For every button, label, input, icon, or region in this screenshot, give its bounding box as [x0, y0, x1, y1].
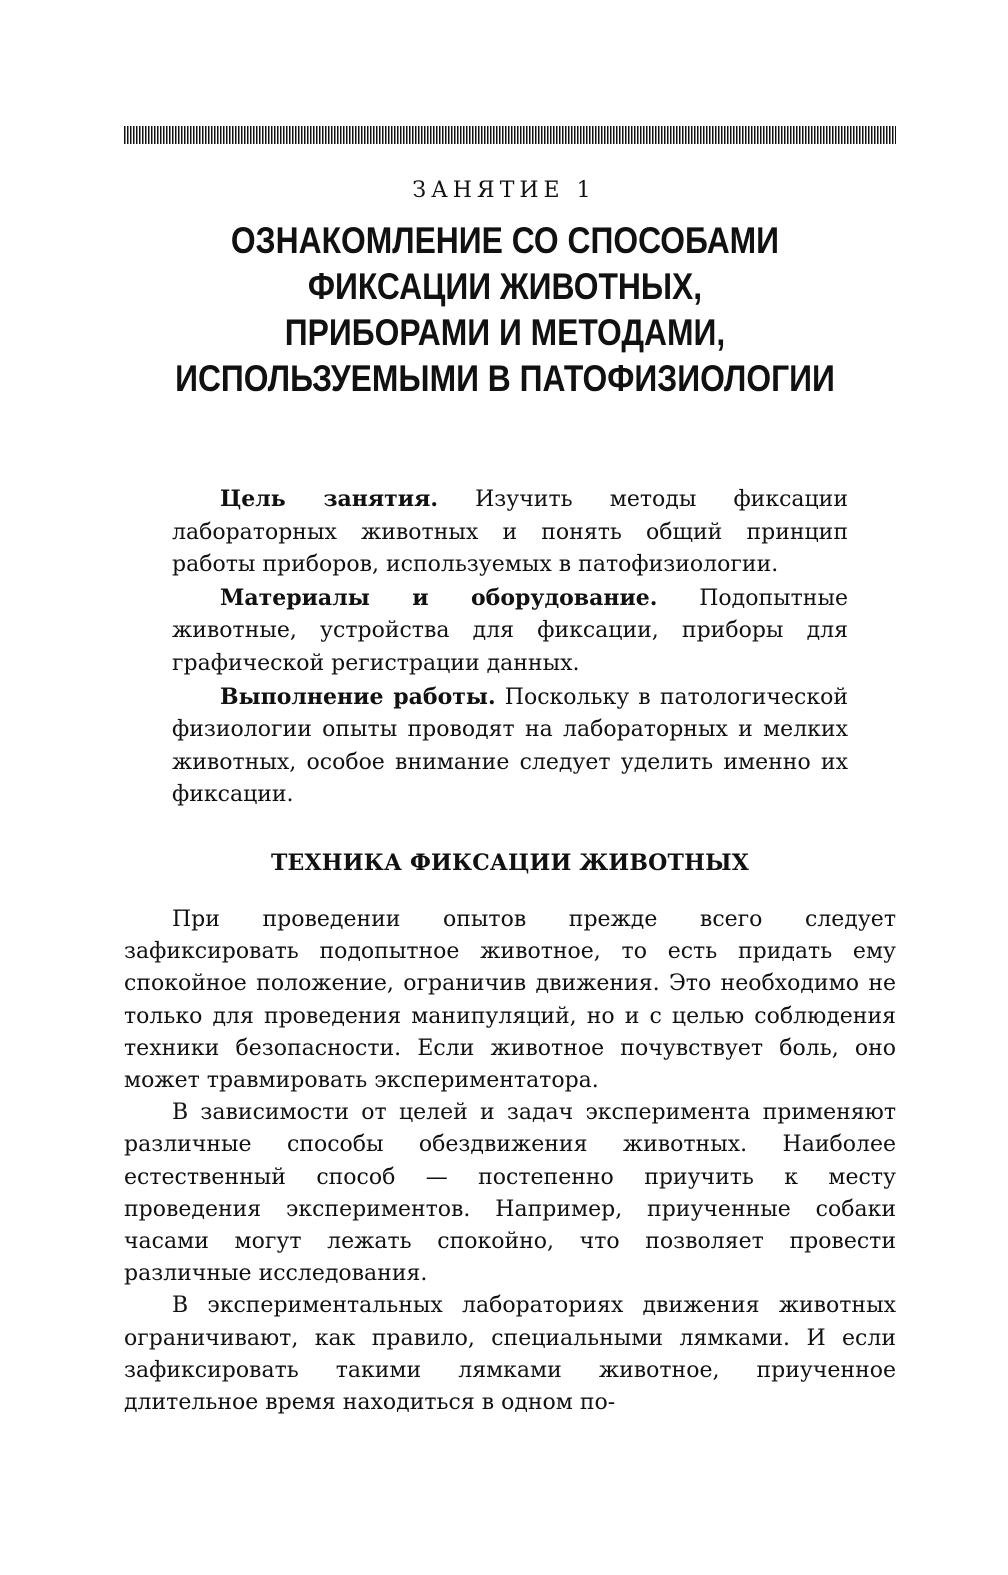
- lesson-number: ЗАНЯТИЕ 1: [412, 178, 596, 203]
- body-paragraph: В зависимости от целей и задач эксперимента применяют различные способы обездвижения животных. Наиболее естественный способ — постепенно приучить к месту проведения экспериментов. Например, приученные собаки часами могут лежать спокойно, что позволяет провести различные исследования.: [124, 1100, 896, 1287]
- procedure-label: Выполнение работы.: [220, 683, 496, 710]
- materials-label: Материалы и оборудование.: [220, 584, 658, 611]
- procedure-paragraph: [172, 681, 848, 812]
- chapter-title-line: ОЗНАКОМЛЕНИЕ СО СПОСОБАМИ: [230, 220, 780, 261]
- section-heading: ТЕХНИКА ФИКСАЦИИ ЖИВОТНЫХ: [270, 850, 750, 876]
- chapter-title-line: ИСПОЛЬЗУЕМЫМИ В ПАТОФИЗИОЛОГИИ: [175, 358, 835, 399]
- chapter-title-line: ФИКСАЦИИ ЖИВОТНЫХ,: [307, 266, 703, 307]
- decorative-header-rule: [124, 126, 896, 144]
- lesson-intro: [172, 483, 848, 812]
- section-body: [124, 904, 896, 1419]
- procedure-text: Поскольку в патологической физиологии опыты проводят на лабораторных и мелких животных, особое внимание следует уделить именно их фиксации.: [172, 684, 848, 808]
- body-paragraph: При проведении опытов прежде всего следует зафиксировать подопытное животное, то есть придать ему спокойное положение, ограничив движения. Это необходимо не только для проведения манипуляций, но и с целью соблюдения техники безопасности. Если животное почувствует боль, оно может травмировать экспериментатора.: [124, 907, 896, 1094]
- chapter-title-line: ПРИБОРАМИ И МЕТОДАМИ,: [284, 312, 726, 353]
- materials-text: Подопытные животные, устройства для фиксации, приборы для графической регистрации данных.: [172, 585, 848, 676]
- lesson-goal-text: Изучить методы фиксации лабораторных животных и понять общий принцип работы приборов, используемых в патофизиологии.: [172, 487, 848, 578]
- materials-paragraph: [172, 582, 848, 681]
- lesson-goal-label: Цель занятия.: [220, 486, 438, 512]
- chapter-title: [157, 218, 854, 402]
- body-paragraph: В экспериментальных лабораториях движения животных ограничивают, как правило, специальными лямками. И если зафиксировать такими лямками животное, приученное длительное время находиться в одном по-: [124, 1293, 896, 1416]
- lesson-goal-paragraph: [172, 483, 848, 582]
